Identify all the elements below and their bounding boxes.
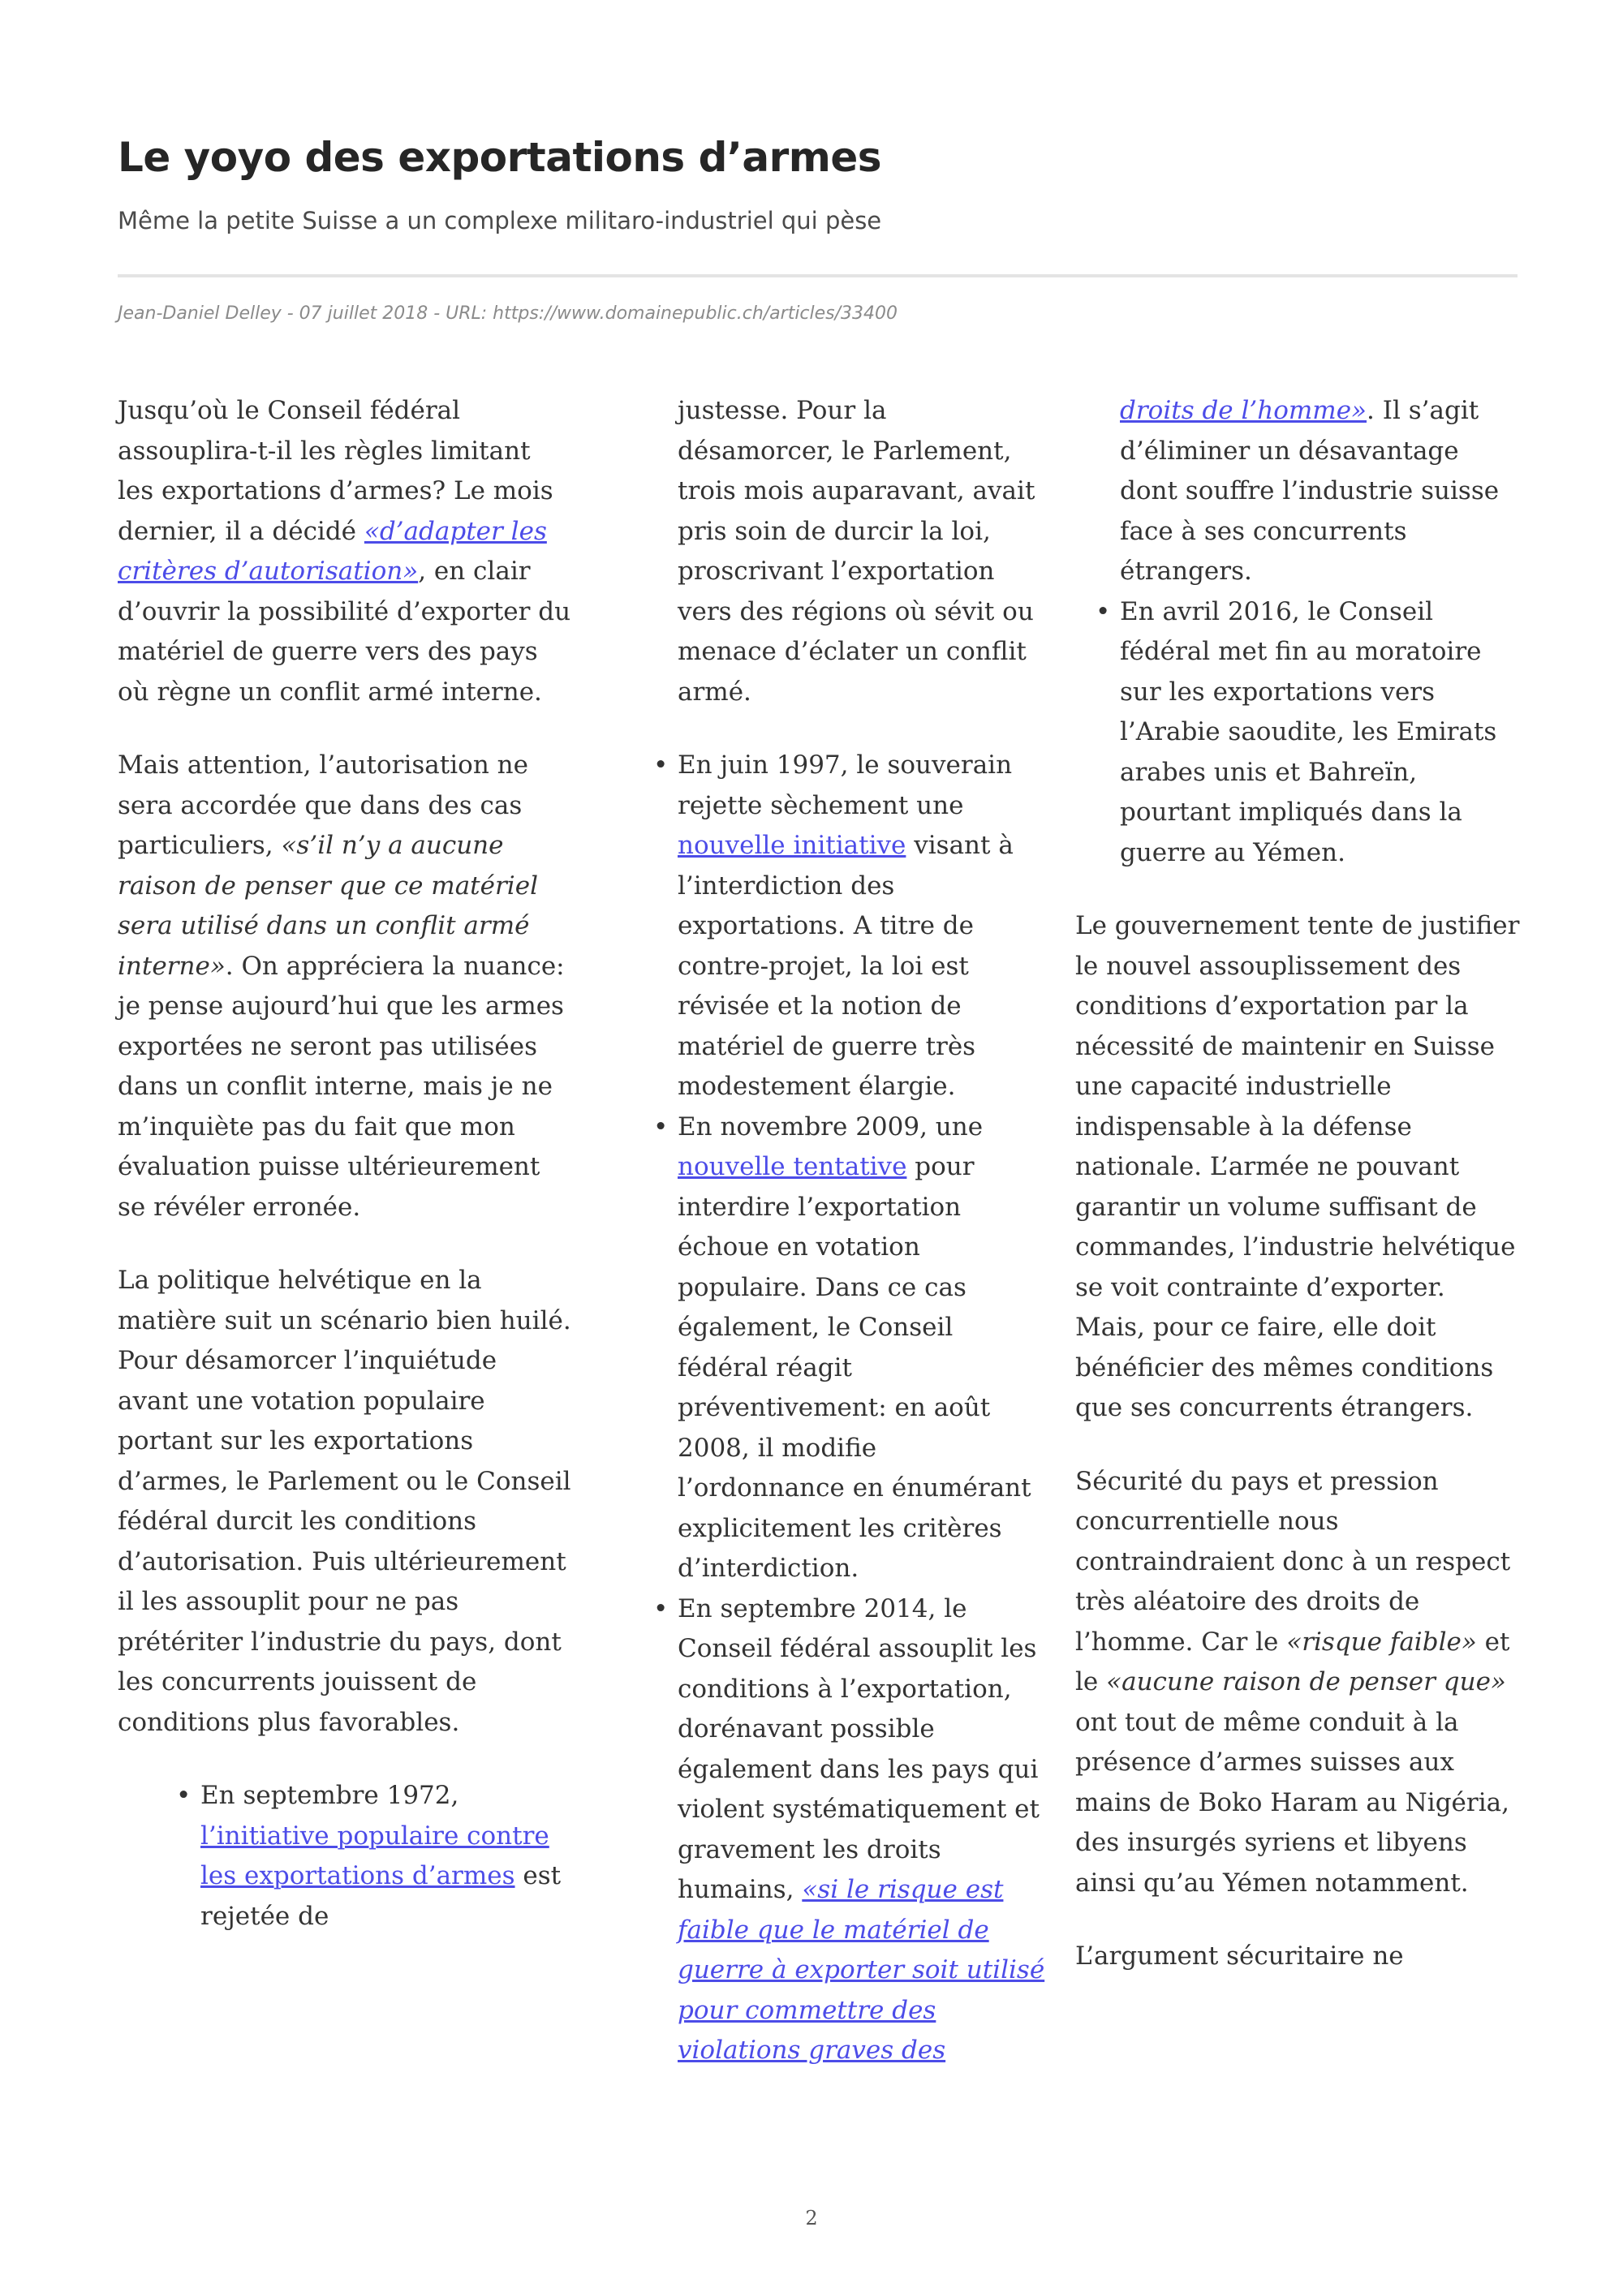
- paragraph: Le gouvernement tente de justifier le nouvel assouplissement des conditions d’exportation par la nécessité de maintenir en Suisse une capacité industrielle indispensable à la défense nationale. L’armée ne pouvant garantir un volume suffisant de commandes, l’industrie helvétique se voit contrainte d’exporter. Mais, pour ce faire, elle doit bénéficier des mêmes conditions que ses concurrents étrangers.: [1075, 911, 1520, 1422]
- text-column-3: [1075, 391, 1522, 2010]
- text-column-2: [678, 391, 1047, 2105]
- list-item: • En juin 1997, le souverain rejette sèchement une nouvelle initiative visant à l’interdiction des exportations. A titre de contre-projet, la loi est révisée et la notion de matériel de guerre très modestement élargie.: [678, 746, 1047, 1107]
- bullet-list: [678, 746, 1047, 2071]
- link-risque-faible[interactable]: «si le risque est faible que le matériel de guerre à exporter soit utilisé pour commettre des violations graves des: [678, 1875, 1045, 2065]
- list-item-continuation: droits de l’homme». Il s’agit d’éliminer un désavantage dont souffre l’industrie suisse face à ses concurrents étrangers.: [1120, 396, 1500, 586]
- article-subtitle: Même la petite Suisse a un complexe militaro-industriel qui pèse: [118, 207, 882, 234]
- article-title: Le yoyo des exportations d’armes: [118, 134, 882, 181]
- link-initiative-populaire[interactable]: l’initiative populaire contre les exportations d’armes: [200, 1821, 549, 1890]
- paragraph: L’argument sécuritaire ne: [1075, 1941, 1404, 1971]
- paragraph: La politique helvétique en la matière suit un scénario bien huilé. Pour désamorcer l’inquiétude avant une votation populaire portant sur les exportations d’armes, le Parlement ou le Conseil fédéral durcit les conditions d’autorisation. Puis ultérieurement il les assouplit pour ne pas prétériter l’industrie du pays, dont les concurrents jouissent de conditions plus favorables.: [118, 1266, 571, 1737]
- link-adapter-criteres[interactable]: «d’adapter les critères d’autorisation»: [118, 516, 547, 586]
- list-item-continuation: justesse. Pour la désamorcer, le Parlement, trois mois auparavant, avait pris soin de durcir la loi, proscrivant l’exportation vers des régions où sévit ou menace d’éclater un conflit armé.: [678, 396, 1035, 707]
- paragraph: Sécurité du pays et pression concurrentielle nous contraindraient donc à un respect très aléatoire des droits de l’homme. Car le «risque faible» et le «aucune raison de penser que» ont tout de même conduit à la présence d’armes suisses aux mains de Boko Haram au Nigéria, des insurgés syriens et libyens ainsi qu’au Yémen notamment.: [1075, 1466, 1511, 1898]
- quote: «s’il n’y a aucune raison de penser que ce matériel sera utilisé dans un conflit armé interne»: [118, 831, 538, 981]
- bullet-list: [118, 1776, 572, 1937]
- paragraph: Mais attention, l’autorisation ne sera accordée que dans des cas particuliers, «s’il n’y a aucune raison de penser que ce matériel sera utilisé dans un conflit armé interne». On appréciera la nuance: je pense aujourd’hui que les armes exportées ne seront pas utilisées dans un conflit interne, mais je ne m’inquiète pas du fait que mon évaluation puisse ultérieurement se révéler erronée.: [118, 750, 565, 1222]
- bullet-list: [1039, 391, 1522, 873]
- list-item: • En septembre 2014, le Conseil fédéral assouplit les conditions à l’exportation, dorénavant possible également dans les pays qui violent systématiquement et gravement les droits humains, «si le risque est faible que le matériel de guerre à exporter soit utilisé pour commettre des violations graves des: [678, 1589, 1047, 2071]
- list-item: • En avril 2016, le Conseil fédéral met fin au moratoire sur les exportations vers l’Arabie saoudite, les Emirats arabes unis et Bahreïn, pourtant impliqués dans la guerre au Yémen.: [1120, 592, 1522, 874]
- link-nouvelle-tentative[interactable]: nouvelle tentative: [678, 1152, 907, 1181]
- list-item: • En novembre 2009, une nouvelle tentative pour interdire l’exportation échoue en votation populaire. Dans ce cas également, le Conseil fédéral réagit préventivement: en août 2008, il modifie l’ordonnance en énumérant explicitement les critères d’interdiction.: [678, 1107, 1047, 1589]
- paragraph: Jusqu’où le Conseil fédéral assouplira-t-il les règles limitant les exportations d’armes? Le mois dernier, il a décidé «d’adapter les critères d’autorisation», en clair d’ouvrir la possibilité d’exporter du matériel de guerre vers des pays où règne un conflit armé interne.: [118, 396, 571, 707]
- link-droits-homme[interactable]: droits de l’homme»: [1120, 396, 1367, 425]
- list-item: • En septembre 1972, l’initiative populaire contre les exportations d’armes est rejetée de: [200, 1776, 572, 1937]
- quote: «aucune raison de penser que»: [1106, 1667, 1506, 1696]
- text-column-1: [118, 391, 572, 1970]
- page-number: 2: [805, 2207, 818, 2229]
- link-nouvelle-initiative[interactable]: nouvelle initiative: [678, 831, 906, 860]
- quote: «risque faible»: [1286, 1627, 1477, 1657]
- article-byline: Jean-Daniel Delley - 07 juillet 2018 - URL: https://www.domainepublic.ch/articles/33400: [118, 303, 898, 324]
- header-divider: [118, 274, 1518, 277]
